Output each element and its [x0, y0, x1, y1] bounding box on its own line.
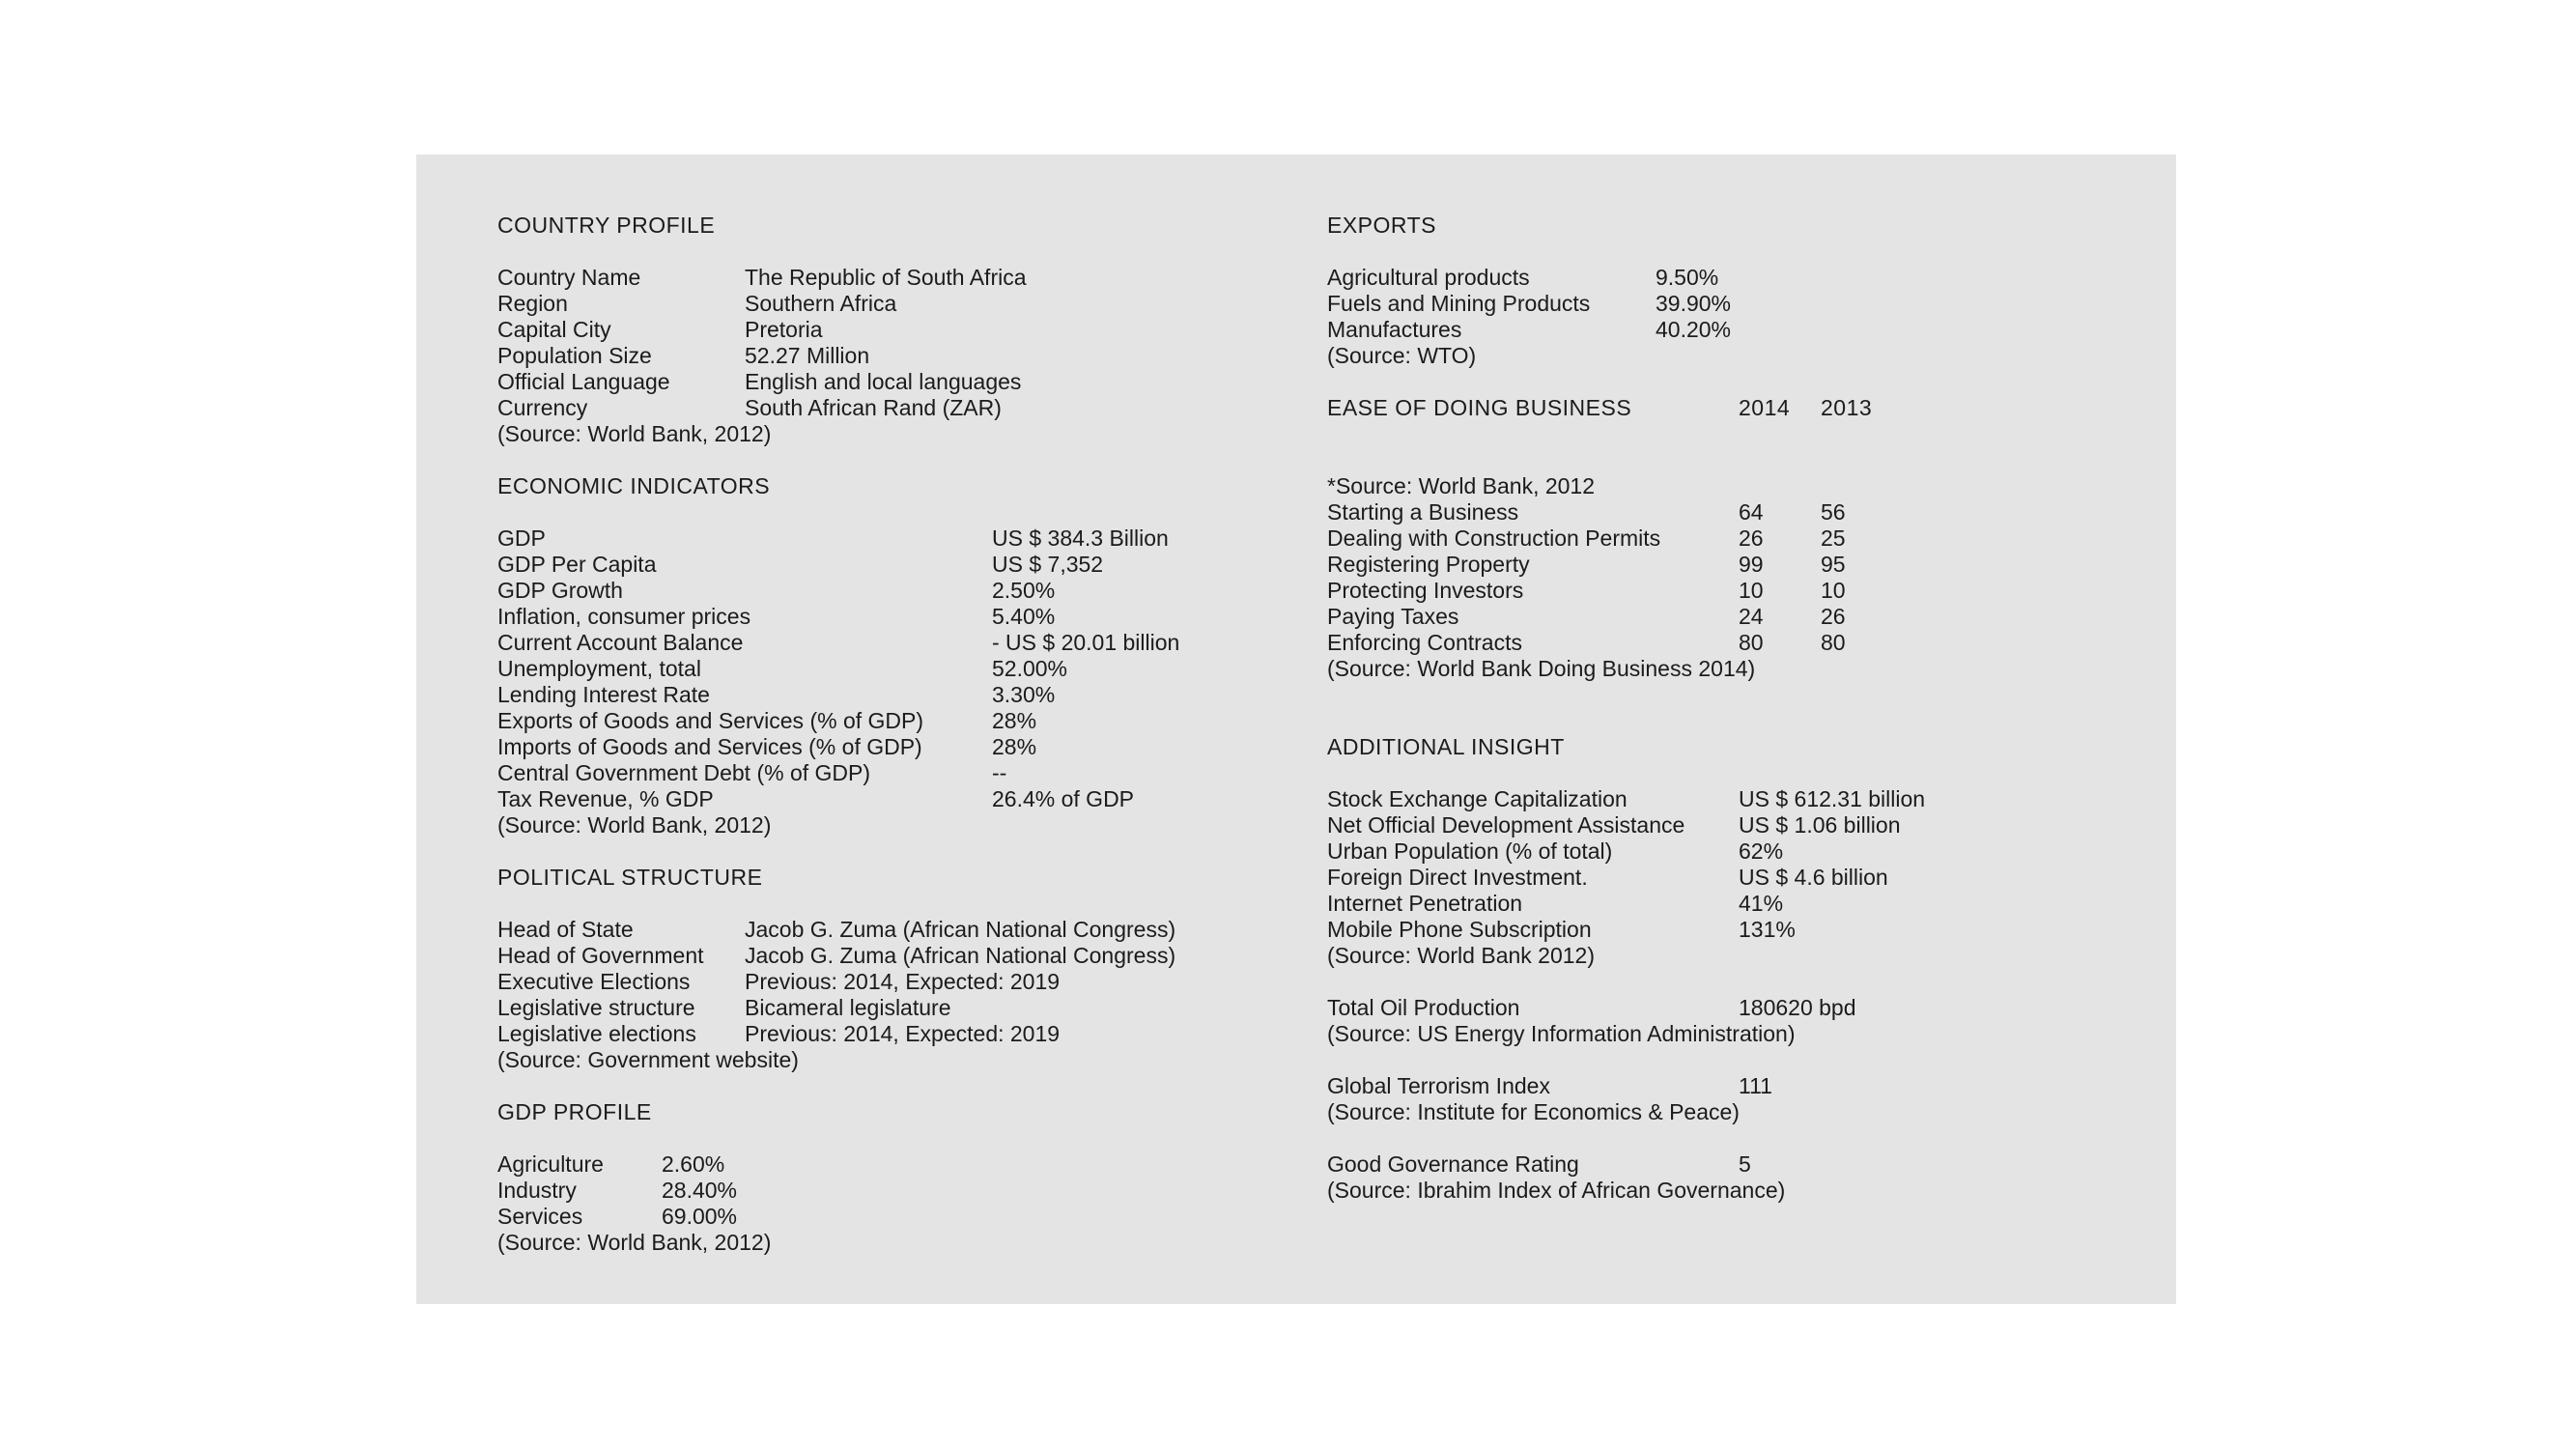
table-row — [497, 760, 1270, 786]
rank-2014: 99 — [1739, 552, 1764, 577]
table-row — [1327, 995, 2119, 1021]
row-value: - US $ 20.01 billion — [992, 630, 1180, 655]
rank-2014: 10 — [1739, 578, 1764, 603]
row-value: 2.50% — [992, 578, 1056, 603]
row-label: Net Official Development Assistance — [1327, 812, 1685, 838]
table-row — [497, 395, 1270, 421]
row-label: GDP — [497, 526, 546, 551]
table-row — [497, 943, 1270, 969]
row-label: GDP Per Capita — [497, 552, 657, 577]
table-row — [1327, 499, 2119, 526]
row-value: 41% — [1739, 891, 1784, 916]
row-value: 5.40% — [992, 604, 1056, 629]
row-value: 52.27 Million — [745, 343, 870, 368]
row-value: 40.20% — [1656, 317, 1732, 342]
table-row — [497, 265, 1270, 291]
row-label: Currency — [497, 395, 588, 420]
rank-2013: 95 — [1821, 552, 1846, 577]
row-value: US $ 1.06 billion — [1739, 812, 1901, 838]
row-label: Unemployment, total — [497, 656, 701, 681]
row-value: 9.50% — [1656, 265, 1719, 290]
row-label: Imports of Goods and Services (% of GDP) — [497, 734, 922, 759]
row-value: 131% — [1739, 917, 1796, 942]
table-row — [497, 656, 1270, 682]
row-value: US $ 384.3 Billion — [992, 526, 1169, 551]
row-value: US $ 4.6 billion — [1739, 865, 1888, 890]
source-note: (Source: Government website) — [497, 1047, 799, 1072]
row-value: 28.40% — [662, 1178, 738, 1203]
governance-rating-label: Good Governance Rating — [1327, 1151, 1579, 1177]
row-label: Fuels and Mining Products — [1327, 291, 1591, 316]
ease-of-doing-business-table — [1327, 473, 2119, 682]
table-row — [497, 552, 1270, 578]
table-row — [1327, 265, 2119, 291]
table-row — [1327, 812, 2119, 838]
row-label: Stock Exchange Capitalization — [1327, 786, 1628, 811]
rank-2013: 10 — [1821, 578, 1846, 603]
rank-2014: 80 — [1739, 630, 1764, 655]
table-row — [1327, 786, 2119, 812]
row-label: Legislative elections — [497, 1021, 696, 1046]
table-row — [497, 369, 1270, 395]
country-profile-panel — [416, 155, 2176, 1304]
exports-table — [1327, 265, 2119, 369]
table-row — [497, 995, 1270, 1021]
source-note: (Source: WTO) — [1327, 343, 1477, 368]
row-label: Enforcing Contracts — [1327, 630, 1522, 655]
row-value: Southern Africa — [745, 291, 897, 316]
source-note: (Source: World Bank 2012) — [1327, 943, 1595, 968]
row-label: Starting a Business — [1327, 499, 1519, 525]
governance-rating-value: 5 — [1739, 1151, 1751, 1177]
row-label: Agriculture — [497, 1151, 604, 1177]
row-label: Population Size — [497, 343, 652, 368]
row-value: English and local languages — [745, 369, 1022, 394]
source-note: (Source: Institute for Economics & Peace) — [1327, 1099, 1740, 1124]
row-label: Head of State — [497, 917, 634, 942]
table-row — [1327, 578, 2119, 604]
rank-2013: 56 — [1821, 499, 1846, 525]
table-row — [1327, 291, 2119, 317]
row-value: 62% — [1739, 838, 1784, 864]
table-row — [497, 1151, 1270, 1178]
row-value: 2.60% — [662, 1151, 725, 1177]
gdp-profile-table — [497, 1151, 1270, 1256]
oil-production-value: 180620 bpd — [1739, 995, 1856, 1020]
table-row — [497, 1204, 1270, 1230]
table-row — [497, 708, 1270, 734]
source-note: *Source: World Bank, 2012 — [1327, 473, 1596, 498]
year-column-header: 2013 — [1821, 395, 1873, 420]
table-row — [497, 604, 1270, 630]
row-label: Urban Population (% of total) — [1327, 838, 1613, 864]
row-value: Previous: 2014, Expected: 2019 — [745, 969, 1061, 994]
row-label: Executive Elections — [497, 969, 691, 994]
terrorism-index-value: 111 — [1739, 1073, 1772, 1098]
row-label: Agricultural products — [1327, 265, 1530, 290]
row-value: 28% — [992, 708, 1037, 733]
table-row — [497, 1021, 1270, 1047]
table-row — [497, 578, 1270, 604]
row-value: 69.00% — [662, 1204, 738, 1229]
rank-2014: 64 — [1739, 499, 1764, 525]
table-row — [1327, 526, 2119, 552]
row-label: Exports of Goods and Services (% of GDP) — [497, 708, 924, 733]
oil-production-label: Total Oil Production — [1327, 995, 1520, 1020]
table-row — [497, 317, 1270, 343]
row-label: GDP Growth — [497, 578, 623, 603]
year-column-header: 2014 — [1739, 395, 1791, 420]
row-label: Lending Interest Rate — [497, 682, 710, 707]
ease-of-doing-business-heading: EASE OF DOING BUSINESS — [1327, 395, 1632, 420]
row-value: 52.00% — [992, 656, 1068, 681]
row-label: Internet Penetration — [1327, 891, 1523, 916]
row-value: Previous: 2014, Expected: 2019 — [745, 1021, 1061, 1046]
row-label: Official Language — [497, 369, 670, 394]
terrorism-index-label: Global Terrorism Index — [1327, 1073, 1550, 1098]
rank-2013: 80 — [1821, 630, 1846, 655]
row-label: Paying Taxes — [1327, 604, 1459, 629]
rank-2014: 26 — [1739, 526, 1764, 551]
row-label: Industry — [497, 1178, 577, 1203]
political-structure-heading: POLITICAL STRUCTURE — [497, 865, 763, 890]
table-row — [1327, 604, 2119, 630]
row-label: Legislative structure — [497, 995, 695, 1020]
table-row — [497, 786, 1270, 812]
source-note: (Source: World Bank, 2012) — [497, 1230, 772, 1255]
row-value: Bicameral legislature — [745, 995, 951, 1020]
table-row — [497, 526, 1270, 552]
table-row — [1327, 838, 2119, 865]
row-value: The Republic of South Africa — [745, 265, 1027, 290]
row-label: Region — [497, 291, 568, 316]
table-row — [497, 291, 1270, 317]
table-row — [1327, 917, 2119, 943]
table-row — [1327, 317, 2119, 343]
source-note: (Source: US Energy Information Administration) — [1327, 1021, 1796, 1046]
table-row — [1327, 552, 2119, 578]
row-label: Registering Property — [1327, 552, 1530, 577]
row-value: 28% — [992, 734, 1037, 759]
row-label: Services — [497, 1204, 583, 1229]
table-row — [1327, 1073, 2119, 1099]
row-label: Head of Government — [497, 943, 704, 968]
source-note: (Source: World Bank, 2012) — [497, 421, 772, 446]
economic-indicators-table — [497, 526, 1270, 838]
table-row — [497, 917, 1270, 943]
political-structure-table — [497, 917, 1270, 1073]
row-label: Tax Revenue, % GDP — [497, 786, 714, 811]
left-column — [497, 213, 1270, 1256]
row-label: Central Government Debt (% of GDP) — [497, 760, 871, 785]
table-row — [1327, 891, 2119, 917]
row-value: 26.4% of GDP — [992, 786, 1135, 811]
source-note: (Source: World Bank, 2012) — [497, 812, 772, 838]
row-label: Dealing with Construction Permits — [1327, 526, 1661, 551]
row-label: Manufactures — [1327, 317, 1462, 342]
table-row — [497, 734, 1270, 760]
right-column — [1327, 213, 2119, 1204]
additional-insight-table — [1327, 786, 2119, 1204]
rank-2014: 24 — [1739, 604, 1764, 629]
row-label: Current Account Balance — [497, 630, 744, 655]
table-row — [497, 630, 1270, 656]
row-label: Mobile Phone Subscription — [1327, 917, 1592, 942]
row-value: Jacob G. Zuma (African National Congress) — [745, 917, 1176, 942]
row-value: South African Rand (ZAR) — [745, 395, 1002, 420]
row-label: Capital City — [497, 317, 611, 342]
table-row — [1327, 865, 2119, 891]
table-row — [1327, 630, 2119, 656]
rank-2013: 26 — [1821, 604, 1846, 629]
table-row — [497, 343, 1270, 369]
row-value: US $ 7,352 — [992, 552, 1104, 577]
country-profile-table — [497, 265, 1270, 447]
row-value: US $ 612.31 billion — [1739, 786, 1926, 811]
source-note: (Source: Ibrahim Index of African Governance) — [1327, 1178, 1786, 1203]
row-value: 3.30% — [992, 682, 1056, 707]
table-row — [1327, 1151, 2119, 1178]
ease-of-doing-business-header — [1327, 395, 2119, 421]
rank-2013: 25 — [1821, 526, 1846, 551]
gdp-profile-heading: GDP PROFILE — [497, 1099, 652, 1124]
row-value: 39.90% — [1656, 291, 1732, 316]
source-note: (Source: World Bank Doing Business 2014) — [1327, 656, 1756, 681]
row-value: -- — [992, 760, 1007, 785]
row-label: Country Name — [497, 265, 641, 290]
row-label: Foreign Direct Investment. — [1327, 865, 1588, 890]
row-value: Jacob G. Zuma (African National Congress) — [745, 943, 1176, 968]
exports-heading: EXPORTS — [1327, 213, 1436, 238]
row-label: Inflation, consumer prices — [497, 604, 751, 629]
economic-indicators-heading: ECONOMIC INDICATORS — [497, 473, 771, 498]
country-profile-heading: COUNTRY PROFILE — [497, 213, 716, 238]
additional-insight-heading: ADDITIONAL INSIGHT — [1327, 734, 1565, 759]
table-row — [497, 969, 1270, 995]
row-value: Pretoria — [745, 317, 823, 342]
table-row — [497, 1178, 1270, 1204]
row-label: Protecting Investors — [1327, 578, 1524, 603]
table-row — [497, 682, 1270, 708]
